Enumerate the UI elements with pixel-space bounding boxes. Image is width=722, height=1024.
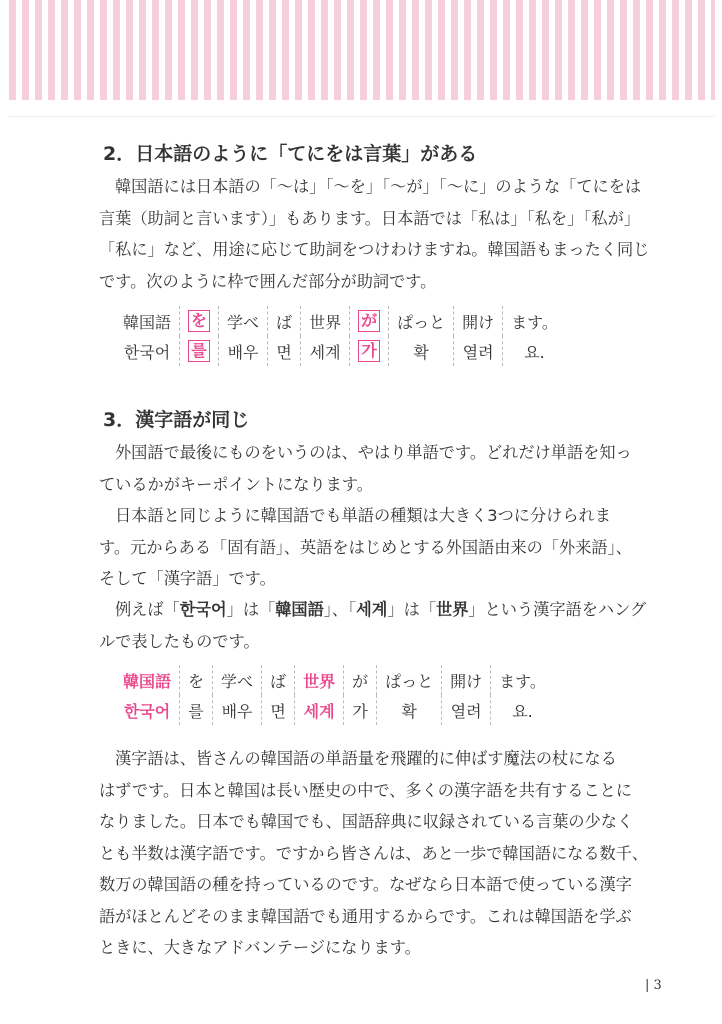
paragraph-line: 日本語と同じように韓国語でも単語の種類は大きく3つに分けられま: [115, 506, 611, 525]
example-cell-particle: [180, 306, 219, 336]
paragraph-line: はずです。日本と韓国は長い歴史の中で、多くの漢字語を共有することに: [99, 780, 633, 800]
example-cell: 開け: [442, 665, 491, 695]
example-cell-highlight: 世界: [295, 665, 344, 695]
example-cell: 면: [262, 695, 295, 725]
example-cell: 가: [344, 695, 377, 725]
paragraph-line: 漢字語は、皆さんの韓国語の単語量を飛躍的に伸ばす魔法の杖になる: [115, 749, 617, 768]
page-number: | 3: [645, 978, 662, 993]
paragraph-line: です。次のように枠で囲んだ部分が助詞です。: [99, 271, 437, 291]
example-row-japanese: [115, 306, 566, 336]
example-cell: 開け: [454, 306, 503, 336]
example-cell: 열려: [442, 695, 491, 725]
example-cell: 学べ: [219, 306, 268, 336]
example-cell: ます。: [511, 312, 558, 332]
example-cell-highlight: 세계: [295, 695, 344, 725]
example-row-korean: [115, 695, 554, 725]
example-cell: ぱっと: [377, 665, 442, 695]
paragraph-line: 韓国語には日本語の「〜は」「〜を」「〜が」「〜に」のような「てにをは: [115, 177, 642, 196]
paragraph-line: 「私に」など、用途に応じて助詞をつけわけますね。韓国語もまったく同じ: [99, 240, 650, 259]
example-cell: ば: [268, 306, 301, 336]
bold-term: 한국어: [179, 600, 227, 619]
header-stripe-decoration: [9, 0, 715, 100]
particle-example-table: [115, 306, 566, 366]
section-3-paragraph-4: [99, 743, 649, 964]
paragraph-line: ときに、大きなアドバンテージになります。: [99, 938, 421, 957]
paragraph-line: 数万の韓国語の種を持っているのです。なぜなら日本語で使っている漢字: [99, 875, 632, 894]
example-cell: ば: [262, 665, 295, 695]
text-run: 」という漢字語をハング: [468, 600, 647, 619]
bold-term: 세계: [356, 600, 388, 619]
example-cell: 요.: [512, 701, 533, 721]
section-2-paragraph: [99, 171, 650, 297]
example-cell: 확: [389, 336, 454, 366]
example-cell: 세계: [301, 336, 350, 366]
bold-term: 世界: [436, 600, 469, 619]
example-cell: 한국어: [115, 336, 180, 366]
example-cell-particle: [350, 336, 389, 366]
example-cell: 배우: [213, 695, 262, 725]
paragraph-line: ているかがキーポイントになります。: [99, 474, 373, 494]
paragraph-line: [99, 594, 645, 626]
paragraph-line: ルで表したものです。: [99, 631, 260, 651]
header-divider: [9, 116, 715, 117]
particle-box: 를: [188, 340, 209, 362]
example-cell: 확: [377, 695, 442, 725]
particle-box: が: [358, 310, 380, 332]
paragraph-line: そして「漢字語」です。: [99, 569, 276, 588]
example-cell: 学べ: [213, 665, 262, 695]
section-2-heading: 2．日本語のように「てにをは言葉」がある: [103, 143, 478, 165]
paragraph-line: す。元からある「固有語」、英語をはじめとする外国語由来の「外来語」、: [99, 537, 632, 557]
example-cell: を: [180, 665, 213, 695]
bold-term: 韓国語: [275, 600, 324, 619]
example-cell: が: [344, 665, 377, 695]
kanji-word-example-table: [115, 665, 554, 725]
example-cell: 를: [180, 695, 213, 725]
paragraph-line: 言葉（助詞と言います）」もあります。日本語では「私は」「私を」「私が」: [99, 208, 640, 228]
example-cell-particle: [180, 336, 219, 366]
particle-box: を: [188, 310, 210, 332]
section-3-paragraph-3: [99, 594, 645, 657]
example-cell: 면: [268, 336, 301, 366]
paragraph-line: 外国語で最後にものをいうのは、やはり単語です。どれだけ単語を知っ: [115, 443, 632, 462]
section-3-paragraph-2: [99, 500, 645, 595]
example-cell: ます。: [499, 671, 546, 691]
example-row-japanese: [115, 665, 554, 695]
example-cell: 열려: [454, 336, 503, 366]
paragraph-line: とも半数は漢字語です。ですから皆さんは、あと一歩で韓国語になる数千、: [99, 843, 649, 863]
example-cell: 배우: [219, 336, 268, 366]
text-run: 」、「: [323, 600, 357, 619]
example-cell: 韓国語: [115, 306, 180, 336]
example-cell: 世界: [301, 306, 350, 336]
example-cell: ぱっと: [389, 306, 454, 336]
paragraph-line: 語がほとんどそのまま韓国語でも通用するからです。これは韓国語を学ぶ: [99, 906, 632, 926]
example-cell: 요.: [524, 342, 545, 362]
text-run: 」は「: [387, 600, 437, 619]
paragraph-line: なりました。日本でも韓国でも、国語辞典に収録されている言葉の少なく: [99, 812, 634, 831]
example-cell-highlight: 韓国語: [115, 665, 180, 695]
text-run: 」は「: [226, 600, 276, 619]
example-cell-highlight: 한국어: [115, 695, 180, 725]
example-row-korean: [115, 336, 566, 366]
section-3-paragraph-1: [99, 437, 645, 500]
section-3-heading: 3．漢字語が同じ: [103, 409, 250, 431]
text-run: 例えば「: [115, 600, 180, 619]
particle-box: 가: [358, 340, 379, 362]
example-cell-particle: [350, 306, 389, 336]
